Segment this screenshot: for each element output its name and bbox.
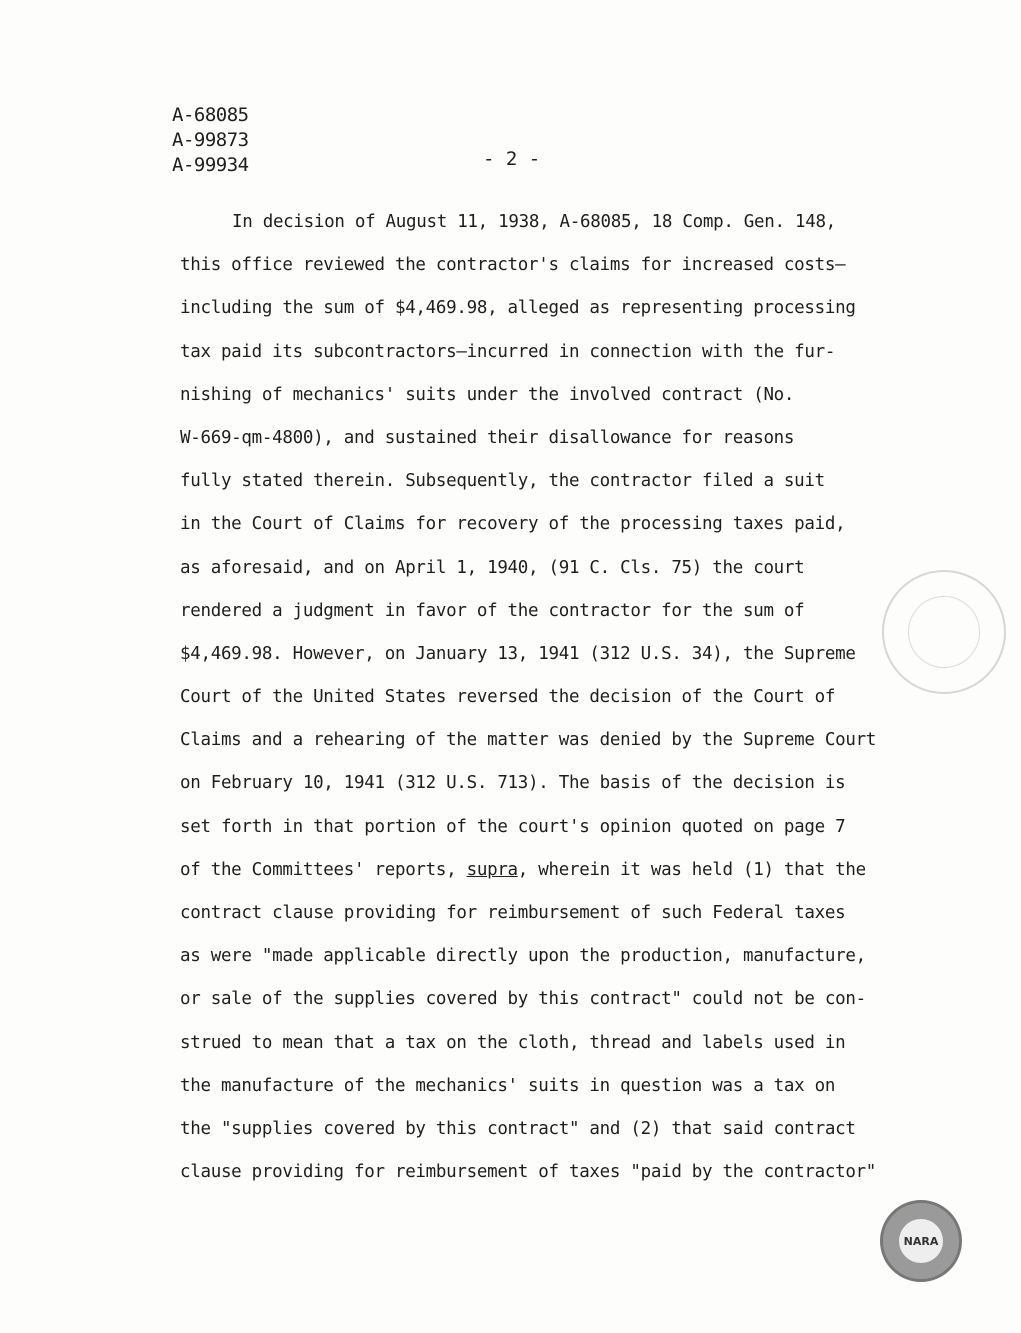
text-segment: , wherein it was held (1) that the xyxy=(517,859,866,880)
text-line: in the Court of Claims for recovery of the processing taxes paid, xyxy=(180,514,846,535)
file-number: A-68085 xyxy=(172,104,249,126)
page-number: - 2 - xyxy=(483,148,541,170)
text-line: Court of the United States reversed the decision of the Court of xyxy=(180,687,836,708)
text-line: this office reviewed the contractor's claims for increased costs— xyxy=(180,255,846,276)
text-line xyxy=(180,855,920,898)
text-line: on February 10, 1941 (312 U.S. 713). The basis of the decision is xyxy=(180,773,846,794)
text-line: fully stated therein. Subsequently, the contractor filed a suit xyxy=(180,471,825,492)
text-line: Claims and a rehearing of the matter was denied by the Supreme Court xyxy=(180,730,877,751)
underlined-term: supra xyxy=(466,859,518,880)
text-line: as were "made applicable directly upon the production, manufacture, xyxy=(180,946,866,967)
text-line: the manufacture of the mechanics' suits in question was a tax on xyxy=(180,1075,836,1096)
file-number: A-99873 xyxy=(172,129,249,151)
text-line: contract clause providing for reimbursement of such Federal taxes xyxy=(180,903,846,923)
file-numbers xyxy=(172,103,249,178)
text-line: the "supplies covered by this contract" and (2) that said contract xyxy=(180,1118,856,1139)
text-line: as aforesaid, and on April 1, 1940, (91 C. Cls. 75) the court xyxy=(180,557,805,578)
seal-inner-ring xyxy=(901,589,986,674)
text-line: $4,469.98. However, on January 13, 1941 (312 U.S. 34), the Supreme xyxy=(180,643,856,664)
text-line: set forth in that portion of the court's opinion quoted on page 7 xyxy=(180,816,846,837)
text-line: W-669-qm-4800), and sustained their disallowance for reasons xyxy=(180,427,795,448)
nara-stamp-label: NARA xyxy=(899,1219,943,1263)
text-line: nishing of mechanics' suits under the involved contract (No. xyxy=(180,384,795,405)
text-line: strued to mean that a tax on the cloth, thread and labels used in xyxy=(180,1032,846,1053)
text-line: or sale of the supplies covered by this contract" could not be con- xyxy=(180,989,866,1010)
text-line: clause providing for reimbursement of taxes "paid by the contractor" xyxy=(180,1162,877,1183)
text-segment: of the Committees' reports, xyxy=(180,859,467,880)
file-number: A-99934 xyxy=(172,154,249,176)
nara-stamp xyxy=(880,1200,962,1282)
body-text xyxy=(180,207,920,1200)
text-line: rendered a judgment in favor of the contractor for the sum of xyxy=(180,600,805,621)
text-line: including the sum of $4,469.98, alleged as representing processing xyxy=(180,298,856,319)
text-line: tax paid its subcontractors—incurred in connection with the fur- xyxy=(180,341,836,362)
text-line: In decision of August 11, 1938, A-68085, 18 Comp. Gen. 148, xyxy=(232,212,836,232)
